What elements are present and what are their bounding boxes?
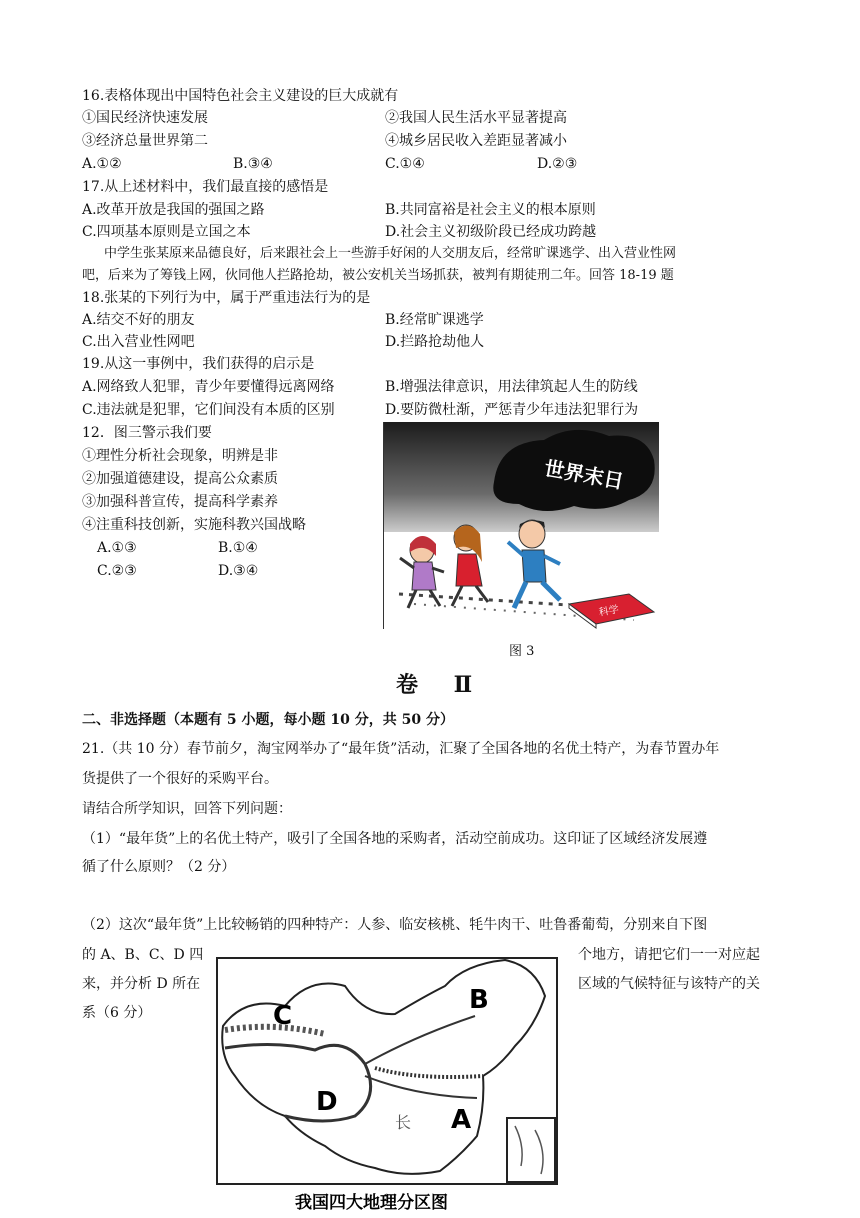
q12-option-d: D.③④ xyxy=(218,563,259,579)
q21-part2-line-2-right: 个地方，请把它们一一对应起 xyxy=(578,947,760,963)
passage-line-2: 吧，后来为了筹钱上网，伙同他人拦路抢劫，被公安机关当场抓获，被判有期徒刑二年。回答 18-19 题 xyxy=(82,268,674,283)
q19-option-c: C.违法就是犯罪，它们间没有本质的区别 xyxy=(82,402,335,418)
cartoon-illustration xyxy=(384,422,659,629)
q12-statement-1: ①理性分析社会现象，明辨是非 xyxy=(82,448,278,464)
q19-stem: 19.从这一事例中，我们获得的启示是 xyxy=(82,356,315,372)
q12-statement-2: ②加强道德建设，提高公众素质 xyxy=(82,471,278,487)
q12-statement-4: ④注重科技创新，实施科教兴国战略 xyxy=(82,517,306,533)
q18-option-b: B.经常旷课逃学 xyxy=(385,312,484,328)
map-drawing xyxy=(215,956,560,1214)
q17-option-d: D.社会主义初级阶段已经成功跨越 xyxy=(385,224,597,240)
china-regions-map xyxy=(215,956,560,1214)
map-label-d: D xyxy=(316,1087,338,1117)
q18-option-a: A.结交不好的朋友 xyxy=(82,312,195,328)
q16-option-b: B.③④ xyxy=(233,156,273,172)
q12-stem: 12．图三警示我们要 xyxy=(82,425,212,441)
q16-option-c: C.①④ xyxy=(385,156,425,172)
q12-option-b: B.①④ xyxy=(218,540,258,556)
figure-3-cartoon xyxy=(383,422,659,629)
q17-option-a: A.改革开放是我国的强国之路 xyxy=(82,202,265,218)
q17-option-b: B.共同富裕是社会主义的根本原则 xyxy=(385,202,596,218)
q12-option-a: A.①③ xyxy=(97,540,137,556)
cloud-caption: 世界末日 xyxy=(542,455,626,494)
section-title: 卷 Ⅱ xyxy=(396,672,487,698)
q21-part2-line-2-left: 的 A、B、C、D 四 xyxy=(82,947,204,963)
q19-option-d: D.要防微杜渐，严惩青少年违法犯罪行为 xyxy=(385,402,639,418)
q19-option-b: B.增强法律意识，用法律筑起人生的防线 xyxy=(385,379,638,395)
q12-option-c: C.②③ xyxy=(97,563,137,579)
passage-line-1: 中学生张某原来品德良好，后来跟社会上一些游手好闲的人交朋友后，经常旷课逃学、出入营业性网 xyxy=(104,246,677,261)
q21-intro-line-2: 货提供了一个很好的采购平台。 xyxy=(82,771,278,787)
map-river-label: 长 xyxy=(395,1113,412,1132)
q21-prompt: 请结合所学知识，回答下列问题： xyxy=(82,801,292,817)
q18-option-d: D.拦路抢劫他人 xyxy=(385,334,485,350)
q16-statement-4: ④城乡居民收入差距显著减小 xyxy=(385,133,567,149)
q21-part2-line-3-right: 区域的气候特征与该特产的关 xyxy=(578,976,760,992)
figure-3-caption: 图 3 xyxy=(509,644,535,659)
q17-stem: 17.从上述材料中，我们最直接的感悟是 xyxy=(82,179,329,195)
q16-statement-2: ②我国人民生活水平显著提高 xyxy=(385,110,567,126)
q21-part1-line-1: （1）“最年货”上的名优土特产，吸引了全国各地的采购者，活动空前成功。这印证了区域经济发展遵 xyxy=(82,831,708,847)
q18-stem: 18.张某的下列行为中，属于严重违法行为的是 xyxy=(82,290,371,306)
q12-statement-3: ③加强科普宣传，提高科学素养 xyxy=(82,494,278,510)
q17-option-c: C.四项基本原则是立国之本 xyxy=(82,224,251,240)
map-label-b: B xyxy=(469,985,489,1015)
q21-intro-line-1: 21.（共 10 分）春节前夕，淘宝网举办了“最年货”活动，汇聚了全国各地的名优土特产，为春节置办年 xyxy=(82,741,720,757)
q16-stem: 16.表格体现出中国特色社会主义建设的巨大成就有 xyxy=(82,88,399,104)
q21-part2-line-3-left: 来，并分析 D 所在 xyxy=(82,976,201,992)
q16-option-d: D.②③ xyxy=(537,156,578,172)
q16-option-a: A.①② xyxy=(82,156,122,172)
book-label: 科学 xyxy=(598,604,620,619)
q19-option-a: A.网络致人犯罪，青少年要懂得远离网络 xyxy=(82,379,335,395)
q16-statement-3: ③经济总量世界第二 xyxy=(82,133,208,149)
q18-option-c: C.出入营业性网吧 xyxy=(82,334,195,350)
q21-part2-line-4: 系（6 分） xyxy=(82,1005,152,1021)
q21-part1-line-2: 循了什么原则？（2 分） xyxy=(82,859,236,875)
south-sea-inset xyxy=(507,1118,555,1182)
map-label-a: A xyxy=(451,1105,472,1135)
q21-part2-line-1: （2）这次“最年货”上比较畅销的四种特产：人参、临安核桃、牦牛肉干、吐鲁番葡萄，分别来自下图 xyxy=(82,917,708,933)
map-label-c: C xyxy=(273,1001,293,1031)
part-two-heading: 二、非选择题（本题有 5 小题，每小题 10 分，共 50 分） xyxy=(82,712,454,728)
q16-statement-1: ①国民经济快速发展 xyxy=(82,110,208,126)
map-caption: 我国四大地理分区图 xyxy=(295,1193,448,1213)
